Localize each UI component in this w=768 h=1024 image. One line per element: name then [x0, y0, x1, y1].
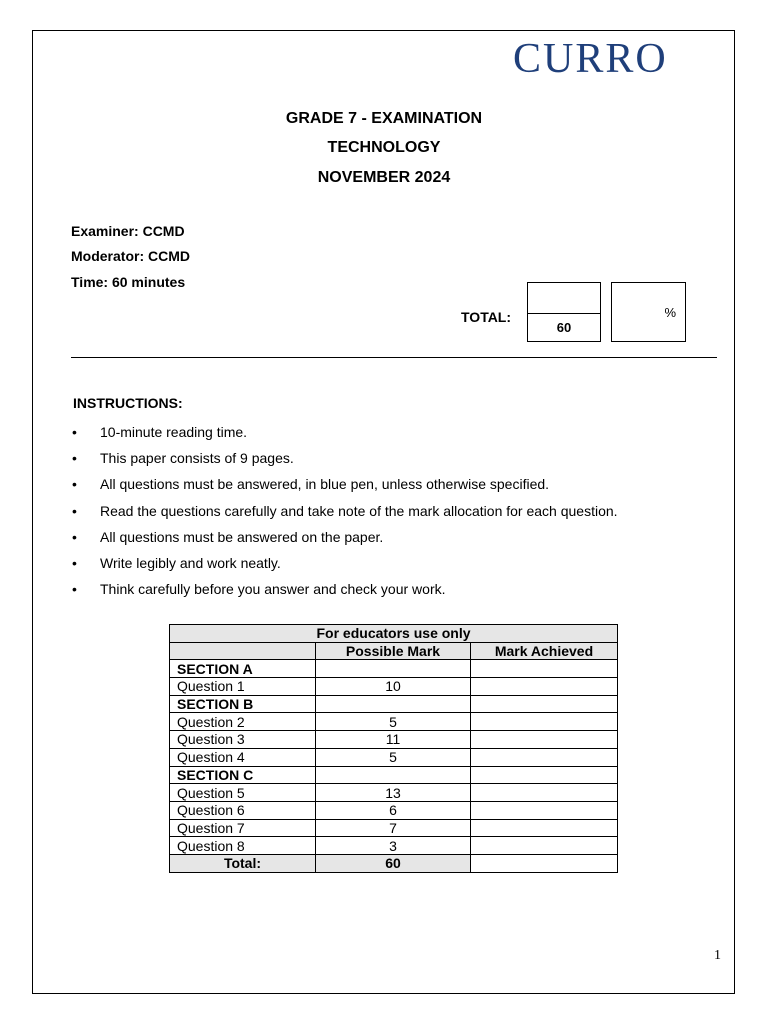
- table-row: [170, 748, 618, 766]
- moderator-label: Moderator: CCMD: [71, 248, 190, 264]
- bullet-icon: •: [72, 528, 77, 545]
- possible-mark-cell: 11: [316, 731, 471, 749]
- possible-mark-cell: [316, 695, 471, 713]
- mark-achieved-cell: [471, 748, 618, 766]
- total-label: TOTAL:: [461, 309, 512, 325]
- possible-mark-cell: [316, 660, 471, 678]
- header-blank-cell: [170, 642, 316, 660]
- mark-achieved-cell: [471, 819, 618, 837]
- exam-title: GRADE 7 - EXAMINATION: [285, 110, 483, 127]
- mark-achieved-cell: [471, 766, 618, 784]
- bullet-icon: •: [72, 554, 77, 571]
- section-row: [170, 695, 618, 713]
- mark-achieved-cell: [471, 801, 618, 819]
- question-label: Question 6: [170, 801, 316, 819]
- table-row: [170, 819, 618, 837]
- mark-achieved-cell: [471, 660, 618, 678]
- total-achieved-cell: [471, 854, 618, 872]
- instruction-item: • 10-minute reading time.: [72, 419, 618, 445]
- section-label: SECTION A: [170, 660, 316, 678]
- possible-mark-header: Possible Mark: [316, 642, 471, 660]
- mark-achieved-cell: [471, 837, 618, 855]
- subject-title: TECHNOLOGY: [327, 139, 441, 156]
- bullet-icon: •: [72, 581, 77, 598]
- mark-achieved-cell: [471, 713, 618, 731]
- section-row: [170, 766, 618, 784]
- question-label: Question 8: [170, 837, 316, 855]
- total-label-cell: Total:: [170, 854, 316, 872]
- bullet-icon: •: [72, 502, 77, 519]
- page-number: 1: [714, 948, 721, 963]
- instruction-item: • All questions must be answered, in blue pen, unless otherwise specified.: [72, 471, 618, 497]
- table-row: [170, 678, 618, 696]
- question-label: Question 1: [170, 678, 316, 696]
- question-label: Question 2: [170, 713, 316, 731]
- instruction-item: • Think carefully before you answer and check your work.: [72, 576, 618, 602]
- question-label: Question 4: [170, 748, 316, 766]
- table-row: [170, 731, 618, 749]
- possible-mark-cell: 5: [316, 713, 471, 731]
- possible-mark-cell: 3: [316, 837, 471, 855]
- section-label: SECTION C: [170, 766, 316, 784]
- score-divider: [528, 313, 600, 314]
- instruction-item: • All questions must be answered on the paper.: [72, 524, 618, 550]
- percent-box: [611, 282, 686, 342]
- table-row: [170, 713, 618, 731]
- horizontal-rule: [71, 357, 717, 358]
- possible-mark-cell: 5: [316, 748, 471, 766]
- mark-achieved-cell: [471, 678, 618, 696]
- time-label: Time: 60 minutes: [71, 274, 186, 290]
- table-row: [170, 784, 618, 802]
- instruction-item: • Read the questions carefully and take note of the mark allocation for each question.: [72, 498, 618, 524]
- possible-mark-cell: 7: [316, 819, 471, 837]
- table-row: [170, 801, 618, 819]
- possible-mark-cell: [316, 766, 471, 784]
- table-title: For educators use only: [170, 625, 618, 643]
- exam-date: NOVEMBER 2024: [317, 169, 451, 186]
- instructions-heading: INSTRUCTIONS:: [73, 395, 183, 411]
- mark-achieved-header: Mark Achieved: [471, 642, 618, 660]
- possible-mark-cell: 6: [316, 801, 471, 819]
- instructions-list: [72, 419, 618, 602]
- marks-table: [169, 624, 618, 873]
- bullet-icon: •: [72, 424, 77, 440]
- bullet-icon: •: [72, 450, 77, 467]
- total-max-value: 60: [556, 320, 572, 335]
- possible-mark-cell: 10: [316, 678, 471, 696]
- instruction-item: • Write legibly and work neatly.: [72, 550, 618, 576]
- table-row: [170, 837, 618, 855]
- section-label: SECTION B: [170, 695, 316, 713]
- question-label: Question 3: [170, 731, 316, 749]
- section-row: [170, 660, 618, 678]
- instruction-item: • This paper consists of 9 pages.: [72, 445, 618, 471]
- question-label: Question 7: [170, 819, 316, 837]
- examiner-label: Examiner: CCMD: [71, 223, 185, 239]
- total-row: [170, 854, 618, 872]
- total-score-box: [527, 282, 601, 342]
- mark-achieved-cell: [471, 695, 618, 713]
- total-value-cell: 60: [316, 854, 471, 872]
- question-label: Question 5: [170, 784, 316, 802]
- curro-logo: CURRO: [513, 36, 668, 82]
- mark-achieved-cell: [471, 731, 618, 749]
- possible-mark-cell: 13: [316, 784, 471, 802]
- bullet-icon: •: [72, 476, 77, 493]
- percent-sign: %: [664, 305, 676, 320]
- mark-achieved-cell: [471, 784, 618, 802]
